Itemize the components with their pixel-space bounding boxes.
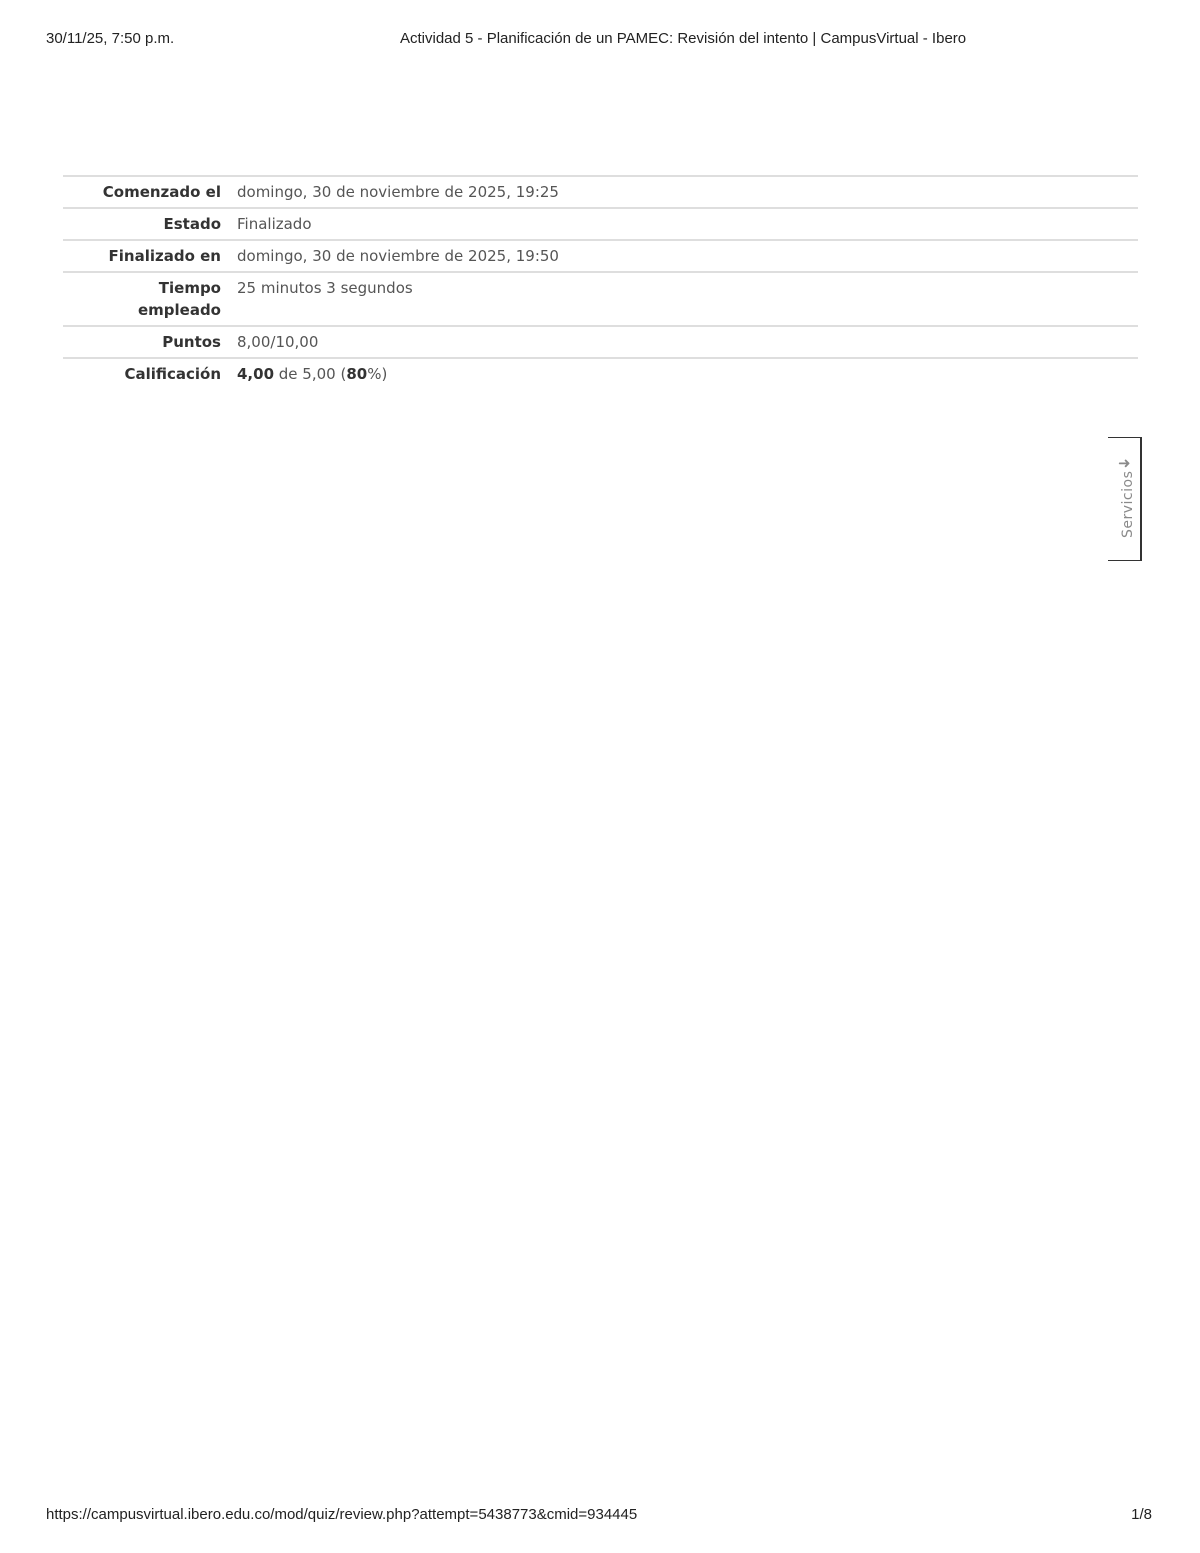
summary-value: domingo, 30 de noviembre de 2025, 19:25: [237, 183, 559, 201]
summary-label: Comenzado el: [102, 183, 221, 201]
summary-row-finished: [63, 240, 1138, 272]
services-tab-label: Servicios: [1120, 470, 1136, 538]
summary-row-grade: [63, 358, 1138, 389]
summary-row-points: [63, 326, 1138, 358]
grade-out-of: de 5,00 (: [274, 365, 347, 383]
print-url: https://campusvirtual.ibero.edu.co/mod/quiz/review.php?attempt=5438773&cmid=934445: [46, 1506, 638, 1523]
arrow-right-icon: ➜: [1118, 454, 1131, 472]
print-footer: [0, 1506, 1200, 1526]
print-date: 30/11/25, 7:50 p.m.: [46, 30, 175, 47]
summary-row-time-taken: [63, 272, 1138, 326]
summary-row-started: [63, 176, 1138, 208]
print-page-number: 1/8: [1131, 1506, 1152, 1523]
grade-percent: 80: [346, 365, 368, 383]
summary-row-state: [63, 208, 1138, 240]
summary-value: 25 minutos 3 segundos: [237, 279, 413, 297]
summary-label: Finalizado en: [108, 247, 221, 265]
grade-suffix: %): [367, 365, 388, 383]
summary-value: Finalizado: [237, 215, 312, 233]
services-tab-inner: [1108, 438, 1142, 562]
print-header: [0, 30, 1200, 50]
summary-value: [229, 358, 1138, 389]
services-drawer-tab[interactable]: [1108, 437, 1142, 561]
summary-label: Puntos: [162, 333, 221, 351]
summary-label: [63, 272, 229, 326]
summary-label-line2: empleado: [137, 301, 221, 319]
summary-value: domingo, 30 de noviembre de 2025, 19:50: [237, 247, 559, 265]
summary-label: Estado: [163, 215, 221, 233]
summary-value: 8,00/10,00: [237, 333, 319, 351]
print-page-title: Actividad 5 - Planificación de un PAMEC: Revisión del intento | CampusVirtual - Ibero: [400, 30, 967, 47]
quiz-attempt-summary-table: [63, 175, 1138, 389]
summary-label: Calificación: [124, 365, 221, 383]
grade-score: 4,00: [237, 365, 275, 383]
summary-label-line1: Tiempo: [158, 279, 221, 297]
